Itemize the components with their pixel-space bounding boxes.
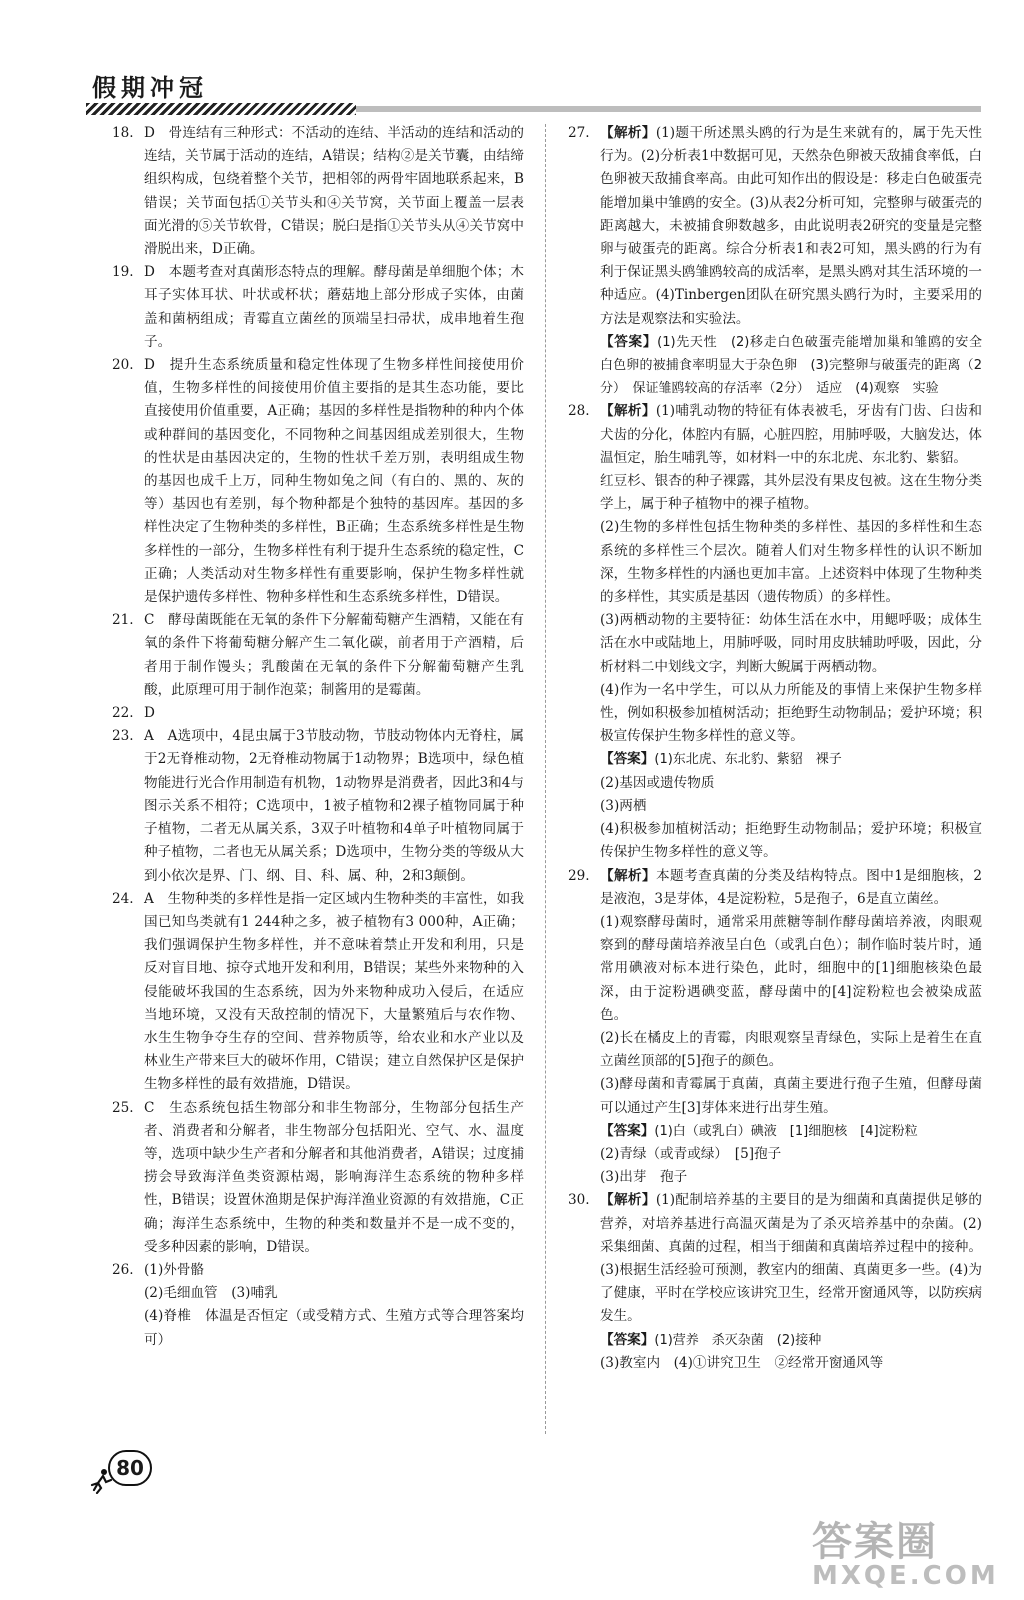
answer-item	[112, 261, 524, 354]
book-title: 假期冲冠	[92, 74, 208, 102]
sub-answer: (4)脊椎 体温是否恒定（或受精方式、生殖方式等合理答案均可）	[144, 1308, 524, 1348]
answer-item	[112, 725, 524, 887]
answer-item	[112, 122, 524, 261]
question-number: 24.	[112, 890, 134, 907]
answer-item	[568, 122, 982, 331]
sub-paragraph: (1)观察酵母菌时，通常采用蔗糖等制作酵母菌培养液，肉眼观察到的酵母菌培养液呈白色（或乳白色）；制作临时装片时，通常用碘液对标本进行染色，此时，细胞中的[1]细胞核染色最深，由于淀粉遇碘变蓝，酵母菌中的[4]淀粉粒也会被染成蓝色。	[600, 913, 982, 1023]
analysis-label: 【解析】	[600, 867, 657, 884]
answer-item	[112, 609, 524, 702]
sub-paragraph: (2)生物的多样性包括生物种类的多样性、基因的多样性和生态系统的多样性三个层次。随着人们对生物多样性的认识不断加深，生物多样性的内涵也更加丰富。上述资料中体现了生物种类的多样性，其实质是基因（遗传物质）的多样性。	[600, 519, 982, 606]
right-column	[568, 122, 996, 1375]
question-number: 23.	[112, 728, 134, 745]
sub-answer: (2)毛细血管 (3)哺乳	[144, 1285, 278, 1302]
explanation-text: D	[144, 705, 155, 722]
explanation-text: D 骨连结有三种形式：不活动的连结、半活动的连结和活动的连结，关节属于活动的连结，A错误；结构②是关节囊，由结缔组织构成，包绕着整个关节，把相邻的两骨牢固地联系起来，B错误；关节面包括①关节头和④关节窝，关节面上覆盖一层表面光滑的⑤关节软骨，C错误；脱臼是指①关节头从④关节窝中滑脱出来，D正确。	[144, 125, 524, 258]
sub-paragraph: (4)积极参加植树活动；拒绝野生动物制品；爱护环境；积极宣传保护生物多样性的意义等。	[600, 821, 982, 861]
explanation-text: (1)外骨骼	[144, 1261, 205, 1278]
left-column	[112, 122, 524, 1352]
answer-item	[112, 354, 524, 609]
sub-paragraph: (3)两栖动物的主要特征：幼体生活在水中，用鳃呼吸；成体生活在水中或陆地上，用肺呼吸，同时用皮肤辅助呼吸，因此，分析材料二中划线文字，判断大鲵属于两栖动物。	[600, 612, 982, 675]
explanation-text: C 生态系统包括生物部分和非生物部分，生物部分包括生产者、消费者和分解者，非生物部分包括阳光、空气、水、温度等，选项中缺少生产者和分解者和其他消费者，A错误；过度捕捞会导致海洋鱼类资源枯竭，影响海洋生态系统的物种多样性，B错误；设置休渔期是保护海洋渔业资源的有效措施，C正确；海洋生态系统中，生物的种类和数量并不是一成不变的，受多种因素的影响，D错误。	[144, 1099, 524, 1255]
answer-text: (1)东北虎、东北豹、紫貂 裸子	[654, 752, 842, 768]
sub-paragraph: (3)出芽 孢子	[600, 1169, 688, 1186]
sub-paragraph: 红豆杉、银杏的种子裸露，其外层没有果皮包被。这在生物分类学上，属于种子植物中的裸子植物。	[600, 473, 982, 513]
answer-label: 【答案】	[600, 1122, 655, 1139]
explanation-text: A 生物种类的多样性是指一定区域内生物种类的丰富性，如我国已知鸟类就有1 244种之多，被子植物有3 000种，A正确；我们强调保护生物多样性，并不意味着禁止开发和利用，只是反对盲目地、掠夺式地开发和利用，B错误；某些外来物种的入侵能破坏我国的生态系统，因为外来物种成功入侵后，在适应当地环境，又没有天敌控制的情况下，大量繁殖后与农作物、水生生物争夺生存的空间、营养物质等，给农业和水产业以及林业生产带来巨大的破坏作用，C错误；建立自然保护区是保护生物多样性的最有效措施，D错误。	[144, 890, 524, 1093]
answer-block	[568, 1120, 982, 1143]
question-number: 19.	[112, 264, 134, 281]
analysis-label: 【解析】	[600, 125, 656, 141]
question-number: 22.	[112, 705, 134, 722]
header-rule	[86, 103, 981, 115]
answer-item	[112, 888, 524, 1097]
explanation-text: 本题考查真菌的分类及结构特点。图中1是细胞核，2是液泡，3是芽体，4是淀粉粒，5是孢子，6是直立菌丝。	[600, 867, 983, 907]
page-number-badge	[88, 1450, 158, 1494]
answer-text: (1)先天性 (2)移走白色破蛋壳能增加巢和雏鸥的安全 白色卵的被捕食率明显大于杂色卵 (3)完整卵与破蛋壳的距离（2分） 保证雏鸥较高的存活率（2分） 适应 (4)观察 实验	[600, 334, 996, 397]
answer-item	[568, 1189, 982, 1328]
sub-paragraph: (2)青绿（或青或绿） [5]孢子	[600, 1145, 782, 1162]
answer-label: 【答案】	[600, 1331, 655, 1348]
sub-paragraph: (2)长在橘皮上的青霉，肉眼观察呈青绿色，实际上是着生在直立菌丝顶部的[5]孢子的颜色。	[600, 1029, 982, 1070]
watermark-logo: 答案圈	[812, 1519, 938, 1565]
explanation-text: C 酵母菌既能在无氧的条件下分解葡萄糖产生酒精，又能在有氧的条件下将葡萄糖分解产生二氧化碳，前者用于产酒精，后者用于制作馒头；乳酸菌在无氧的条件下分解葡萄糖产生乳酸，此原理可用于制作泡菜；制酱用的是霉菌。	[144, 612, 524, 698]
answer-item	[112, 702, 524, 725]
question-number: 18.	[112, 125, 134, 141]
sub-paragraph: (3)酵母菌和青霉属于真菌，真菌主要进行孢子生殖，但酵母菌可以通过产生[3]芽体来进行出芽生殖。	[600, 1076, 982, 1116]
watermark	[812, 1510, 1012, 1590]
sub-paragraph: (2)基因或遗传物质	[600, 774, 715, 791]
answer-block	[568, 748, 982, 771]
sub-paragraph: (4)作为一名中学生，可以从力所能及的事情上来保护生物多样性，例如积极参加植树活动；拒绝野生动物制品；爱护环境；积极宣传保护生物多样性的意义等。	[600, 681, 982, 745]
question-number: 21.	[112, 612, 134, 629]
watermark-url: MXQE.COM	[812, 1561, 999, 1591]
answer-label: 【答案】	[600, 333, 658, 350]
explanation-text: D 提升生态系统质量和稳定性体现了生物多样性间接使用价值，生物多样性的间接使用价值主要指的是其生态功能，要比直接使用价值重要，A正确；基因的多样性是指物种的种内个体或种群间的基因变化，不同物种之间基因组成差别很大，生物的性状是由基因决定的，生物的性状千差万别，表明组成生物的基因也成千上万，同种生物如兔之间（有白的、黑的、灰的等）基因也有差别，每个物种都是个独特的基因库。基因的多样性决定了生物种类的多样性，B正确；生态系统多样性是生物多样性的一部分，生物多样性有利于提升生态系统的稳定性，C正确；人类活动对生物多样性有重要影响，保护生物多样性就是保护遗传多样性、物种多样性和生态系统多样性，D错误。	[144, 357, 524, 606]
answer-label: 【答案】	[600, 751, 655, 768]
page-header	[0, 0, 1024, 120]
sub-paragraph: (3)两栖	[600, 797, 647, 814]
answer-item	[568, 865, 982, 911]
question-number: 30.	[568, 1192, 590, 1209]
question-number: 25.	[112, 1099, 134, 1116]
page-number: 80	[108, 1450, 152, 1486]
answer-block	[568, 1329, 982, 1352]
explanation-text: (1)配制培养基的主要目的是为细菌和真菌提供足够的营养，对培养基进行高温灭菌是为了杀灭培养基中的杂菌。(2)采集细菌、真菌的过程，相当于细菌和真菌培养过程中的接种。(3)根据生活经验可预测，教室内的细菌、真菌更多一些。(4)为了健康，平时在学校应该讲究卫生，经常开窗通风等，以防疾病发生。	[600, 1192, 982, 1325]
answer-item	[112, 1259, 524, 1282]
question-number: 29.	[568, 867, 590, 884]
answer-block	[568, 331, 996, 401]
question-number: 28.	[568, 403, 590, 420]
column-divider	[545, 124, 546, 1434]
answer-item	[112, 1097, 524, 1259]
question-number: 26.	[112, 1261, 134, 1278]
explanation-text: (1)哺乳动物的特征有体表被毛，牙齿有门齿、臼齿和犬齿的分化，体腔内有膈，心脏四腔，用肺呼吸，大脑发达，体温恒定，胎生哺乳等，如材料一中的东北虎、东北豹、紫貂。	[600, 403, 982, 466]
explanation-text: (1)题干所述黑头鸥的行为是生来就有的，属于先天性行为。(2)分析表1中数据可见，天然杂色卵被天敌捕食率低，白色卵被天敌捕食率高。由此可知作出的假设是：移走白色破蛋壳能增加巢中雏鸥的安全。(3)从表2分析可知，完整卵与破蛋壳的距离越大，未被捕食卵数越多，由此说明表2研究的变量是完整卵与破蛋壳的距离。综合分析表1和表2可知，黑头鸥的行为有利于保证黑头鸥雏鸥较高的成活率，是黑头鸥对其生活环境的一种适应。(4)Tinbergen团队在研究黑头鸥行为时，主要采用的方法是观察法和实验法。	[600, 125, 982, 327]
answer-text: (1)营养 杀灭杂菌 (2)接种	[654, 1332, 822, 1348]
analysis-label: 【解析】	[600, 1192, 656, 1209]
analysis-label: 【解析】	[600, 403, 656, 420]
answer-item	[568, 400, 982, 470]
sub-paragraph: (3)教室内 (4)①讲究卫生 ②经常开窗通风等	[600, 1354, 884, 1371]
explanation-text: D 本题考查对真菌形态特点的理解。酵母菌是单细胞个体；木耳子实体耳状、叶状或杯状；蘑菇地上部分形成子实体，由菌盖和菌柄组成；青霉直立菌丝的顶端呈扫帚状，成串地着生孢子。	[144, 264, 524, 350]
question-number: 27.	[568, 125, 590, 141]
question-number: 20.	[112, 357, 134, 374]
explanation-text: A A选项中，4昆虫属于3节肢动物，节肢动物体内无脊柱，属于2无脊椎动物，2无脊椎动物属于1动物界；B选项中，绿色植物能进行光合作用制造有机物，1动物界是消费者，因此3和4与图示关系不相符；C选项中，1被子植物和2裸子植物同属于种子植物，二者无从属关系，3双子叶植物和4单子叶植物同属于种子植物，二者也无从属关系；D选项中，生物分类的等级从大到小依次是界、门、纲、目、科、属、种，2和3颠倒。	[144, 728, 524, 884]
answer-text: (1)白（或乳白）碘液 [1]细胞核 [4]淀粉粒	[654, 1123, 918, 1139]
